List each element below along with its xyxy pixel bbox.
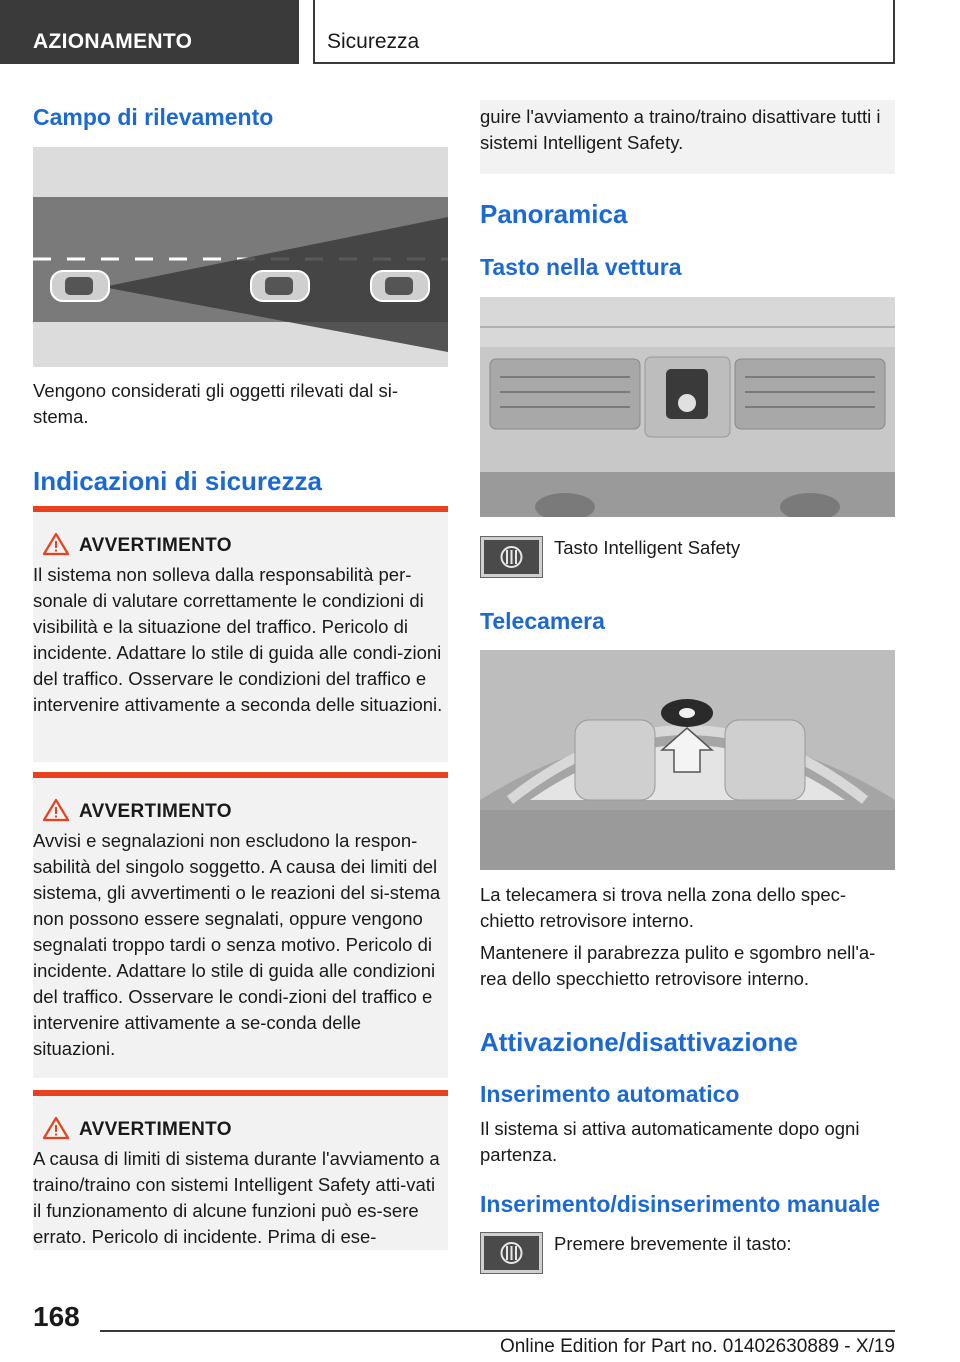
- camera-heading: Telecamera: [480, 608, 605, 634]
- edition-footer: Online Edition for Part no. 01402630889 - X/19: [499, 1336, 895, 1357]
- warning-text: Avvisi e segnalazioni non escludono la respon-sabilità del singolo soggetto. A causa dei limiti del sistema, gli avvertimenti o le reazioni del si-stema non possono essere segnalati, oppure vengono segnalati troppo tardi o senza motivo. Pericolo di incidente. Adattare lo stile di guida alle condizioni del traffico. Osservare le condi-zioni del traffico e intervenire attivamente a se-conda delle situazioni.: [33, 830, 441, 1059]
- camera-location-text: La telecamera si trova nella zona dello spec-chietto retrovisore interno.: [480, 884, 847, 931]
- manual-activation-heading: Inserimento/disinserimento manuale: [480, 1191, 881, 1217]
- warning-title: AVVERTIMENTO: [79, 1119, 232, 1140]
- activation-heading: Attivazione/disattivazione: [480, 1027, 798, 1057]
- camera-clean-text: Mantenere il parabrezza pulito e sgombro nell'a-rea dello specchietto retrovisore interno.: [480, 942, 876, 989]
- warning-text: Il sistema non solleva dalla responsabilità per-sonale di valutare correttamente le condizioni di visibilità e la situazione del traffico. Pericolo di incidente. Adattare lo stile di guida alle condi-zioni del traffico. Osservare le condizioni del traffico e intervenire attivamente a seconda delle situazioni.: [33, 564, 443, 715]
- warning-box-2: [33, 772, 448, 1078]
- auto-activation-text: Il sistema si attiva automaticamente dopo ogni partenza.: [480, 1118, 860, 1165]
- footer-divider: [100, 1330, 895, 1332]
- page-number: 168: [33, 1301, 80, 1332]
- intelligent-safety-button-icon: [480, 1232, 543, 1274]
- chapter-tab: [313, 0, 895, 64]
- overview-heading: Panoramica: [480, 199, 628, 229]
- detection-caption: Vengono considerati gli oggetti rilevati dal si-stema.: [33, 380, 399, 427]
- button-in-vehicle-heading: Tasto nella vettura: [480, 254, 682, 280]
- chapter-title: Sicurezza: [327, 30, 420, 53]
- warning-text: A causa di limiti di sistema durante l'avviamento a traino/traino con sistemi Intelligent Safety atti-vati il funzionamento di alcune funzioni può es-sere errato. Pericolo di incidente. Prima di ese-: [33, 1148, 440, 1247]
- button-caption: Tasto Intelligent Safety: [554, 537, 741, 558]
- intelligent-safety-button-icon: [480, 536, 543, 578]
- warning-title: AVVERTIMENTO: [79, 535, 232, 556]
- warning-triangle-icon: [43, 532, 69, 556]
- detection-range-heading: Campo di rilevamento: [33, 104, 274, 130]
- detection-range-illustration: [33, 147, 448, 367]
- continued-warning-text: guire l'avviamento a traino/traino disattivare tutti i sistemi Intelligent Safety.: [480, 106, 881, 153]
- warning-triangle-icon: [43, 798, 69, 822]
- dashboard-button-photo: [480, 297, 895, 517]
- warning-title: AVVERTIMENTO: [79, 801, 232, 822]
- warning-box-3: [33, 1090, 448, 1250]
- section-title: AZIONAMENTO: [33, 30, 193, 53]
- auto-activation-heading: Inserimento automatico: [480, 1081, 740, 1107]
- warning-box-1: [33, 506, 448, 762]
- continued-warning-box: [480, 100, 895, 174]
- warning-triangle-icon: [43, 1116, 69, 1140]
- camera-photo: [480, 650, 895, 870]
- manual-activation-text: Premere brevemente il tasto:: [554, 1233, 792, 1254]
- safety-notes-heading: Indicazioni di sicurezza: [33, 466, 322, 496]
- section-tab: [0, 0, 299, 64]
